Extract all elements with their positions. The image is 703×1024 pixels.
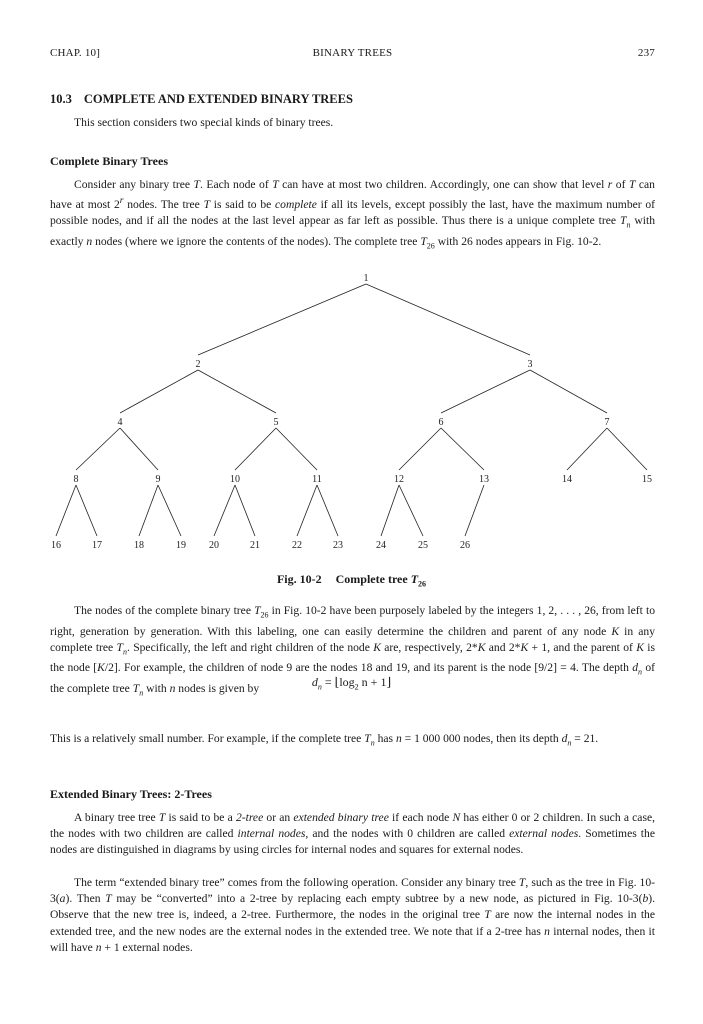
tree-node-12: 12 [394,474,404,485]
section-number: 10.3 [50,92,72,106]
figure-caption: Fig. 10-2 Complete tree $T_{26}$ [276,572,427,589]
extended-tree-paragraph: The term “extended binary tree” comes from the following operation. Consider any binary tree T, such as the tree in Fig. 10-3(a). Then T may be “converted” into a 2-tree by replacing each empty subtree by a new node, as pictured in Fig. 10-3(b). Observe that the new tree is, indeed, a 2-tree. Furthermore, the nodes in the original tree T are now the internal nodes in the extended tree, and the new nodes are the external nodes in the extended tree. We note that if a 2-tree has n internal nodes, then it will have n + 1 external nodes. [50,876,655,954]
tree-edge-3-6 [441,370,530,413]
complete-trees-paragraph: Consider any binary tree T. Each node of T can have at most two children. Accordingly, one can show that level r of T can have at most 2$^r$ nodes. The tree T is said to be complete if all its levels, except possibly the last, have the maximum number of possible nodes, and if all the nodes at the last level appear as far left as possible. Thus there is a unique complete tree $T_n$ with exactly n nodes (where we ignore the contents of the nodes). The complete tree $T_{26}$ with 26 nodes appears in Fig. 10-2. [50,178,656,251]
tree-edge-10-21 [235,485,255,536]
tree-edge-6-13 [441,428,484,470]
extended-trees-heading: Extended Binary Trees: 2-Trees [50,787,212,801]
tree-node-11: 11 [312,474,322,485]
tree-node-10: 10 [230,474,240,485]
tree-node-25: 25 [418,540,428,551]
section-intro: This section considers two special kinds of binary trees. [74,116,334,129]
tree-node-16: 16 [51,540,61,551]
tree-node-17: 17 [92,540,102,551]
tree-edge-1-3 [366,284,530,355]
tree-edge-12-24 [381,485,399,536]
tree-node-8: 8 [73,474,79,485]
complete-tree-diagram [0,272,703,562]
page-number: 237 [637,47,655,59]
tree-edge-5-10 [235,428,276,470]
labeling-paragraph: The nodes of the complete binary tree $T_{26}$ in Fig. 10-2 have been purposely labeled by the integers 1, 2, . . . , 26, from left to right, generation by generation. With this labeling, one can easily determine the children and parent of any node K in any complete tree $T_n$. Specifically, the left and right children of the node K are, respectively, 2*K and 2*K + 1, and the parent of K is the node [K/2]. For example, the children of node 9 are the nodes 18 and 19, and its parent is the node [9/2] = 4. The depth $d_n$ of the complete tree $T_n$ with n nodes is given by [50,604,656,698]
tree-node-20: 20 [209,540,219,551]
tree-node-2: 2 [195,359,201,370]
tree-edge-8-17 [76,485,97,536]
complete-trees-heading: Complete Binary Trees [50,154,168,168]
tree-node-1: 1 [363,273,369,284]
tree-edge-12-25 [399,485,423,536]
tree-edge-2-5 [198,370,276,413]
tree-node-4: 4 [117,417,123,428]
tree-edge-7-14 [567,428,607,470]
tree-edge-6-12 [399,428,441,470]
tree-edge-11-23 [317,485,338,536]
tree-node-21: 21 [250,540,260,551]
running-title: BINARY TREES [312,47,393,59]
tree-node-19: 19 [176,540,186,551]
tree-edge-3-7 [530,370,607,413]
tree-node-6: 6 [438,417,444,428]
depth-equation: $d_n$ = $⌊\log_2$ n + 1⌋ [311,675,392,692]
section-title: COMPLETE AND EXTENDED BINARY TREES [83,92,353,106]
tree-node-7: 7 [604,417,610,428]
tree-edge-5-11 [276,428,317,470]
tree-node-18: 18 [134,540,144,551]
tree-edge-4-8 [76,428,120,470]
tree-edge-7-15 [607,428,647,470]
tree-edge-4-9 [120,428,158,470]
tree-edge-13-26 [465,485,484,536]
tree-node-13: 13 [479,474,489,485]
tree-edge-2-4 [120,370,198,413]
tree-edge-9-19 [158,485,181,536]
tree-node-26: 26 [460,540,470,551]
tree-node-9: 9 [155,474,161,485]
tree-edge-10-20 [214,485,235,536]
two-tree-paragraph: A binary tree tree T is said to be a 2-tree or an extended binary tree if each node N has either 0 or 2 children. In such a case, the nodes with two children are called internal nodes, and the nodes with 0 children are called external nodes. Sometimes the nodes are distinguished in diagrams by using circles for internal nodes and squares for external nodes. [50,811,656,857]
tree-edge-9-18 [139,485,158,536]
tree-edge-1-2 [198,284,366,355]
running-head [50,47,655,63]
tree-edge-11-22 [297,485,317,536]
tree-node-14: 14 [562,474,572,485]
tree-node-24: 24 [376,540,386,551]
tree-node-22: 22 [292,540,302,551]
tree-node-3: 3 [527,359,533,370]
tree-node-5: 5 [273,417,279,428]
tree-node-23: 23 [333,540,343,551]
tree-edge-8-16 [56,485,76,536]
example-paragraph: This is a relatively small number. For example, if the complete tree $T_n$ has n = 1 000 000 nodes, then its depth $d_n = 21$. [50,732,599,748]
tree-node-15: 15 [642,474,652,485]
chapter-label: CHAP. 10] [50,47,101,59]
section-heading [50,92,353,107]
